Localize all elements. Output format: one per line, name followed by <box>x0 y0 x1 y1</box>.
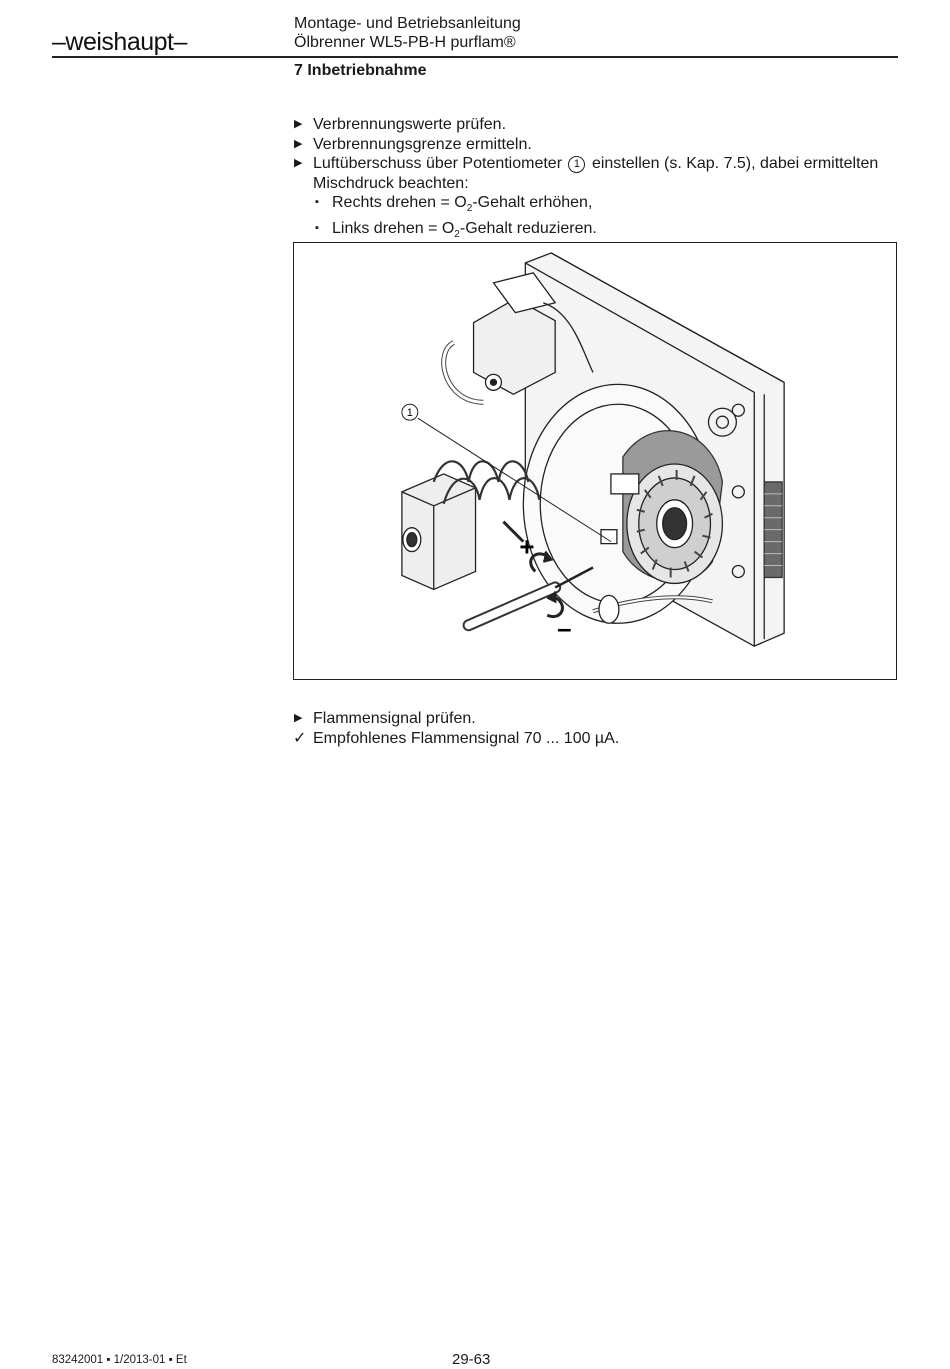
footer-doc-number: 83242001 ▪ 1/2013-01 ▪ Et <box>52 1354 187 1366</box>
result-text: Empfohlenes Flammensignal 70 ... 100 µA. <box>313 729 620 747</box>
plus-symbol: + <box>519 533 535 562</box>
step-text: Verbrennungsgrenze ermitteln. <box>313 135 532 153</box>
checkmark-icon: ✓ <box>293 729 307 747</box>
step-text: Luftüberschuss über Potentiometer <box>313 155 563 172</box>
document-header <box>294 14 521 52</box>
minus-symbol: – <box>557 615 572 644</box>
step-item <box>294 135 904 155</box>
step-item <box>294 115 904 135</box>
arrow-bullet-icon: ▶ <box>294 137 303 150</box>
burner-drawing <box>294 243 896 679</box>
instruction-list <box>294 115 904 244</box>
step-text: einstellen (s. Kap. 7.5), dabei ermittelten <box>591 155 879 172</box>
burner-illustration <box>293 242 897 680</box>
square-bullet-icon: ▪ <box>315 196 319 208</box>
result-item <box>294 729 904 749</box>
page-number: 29-63 <box>452 1351 491 1368</box>
chapter-title: 7 Inbetriebnahme <box>294 62 427 79</box>
result-list <box>294 709 904 748</box>
header-rule <box>52 56 898 58</box>
step-item <box>294 154 904 193</box>
arrow-bullet-icon: ▶ <box>294 712 303 724</box>
arrow-bullet-icon: ▶ <box>294 157 303 169</box>
step-text: Mischdruck beachten: <box>313 174 469 192</box>
sub-step-item: ▪ Links drehen = $O_2$-Gehalt reduzieren. <box>315 219 597 240</box>
weishaupt-logo: –weishaupt– <box>52 28 187 56</box>
step-text: Flammensignal prüfen. <box>313 710 476 727</box>
square-bullet-icon: ▪ <box>315 221 319 234</box>
arrow-bullet-icon: ▶ <box>294 118 303 130</box>
doc-title: Montage- und Betriebsanleitung <box>294 15 521 32</box>
figure-callout-label: 1 <box>406 407 413 420</box>
step-item <box>294 709 904 729</box>
callout-ref: 1 <box>568 156 585 173</box>
product-name: Ölbrenner WL5-PB-H purflam® <box>294 34 516 51</box>
sub-step-item: ▪ Rechts drehen = $O_2$-Gehalt erhöhen, <box>315 194 593 215</box>
step-text: Verbrennungswerte prüfen. <box>313 116 507 133</box>
